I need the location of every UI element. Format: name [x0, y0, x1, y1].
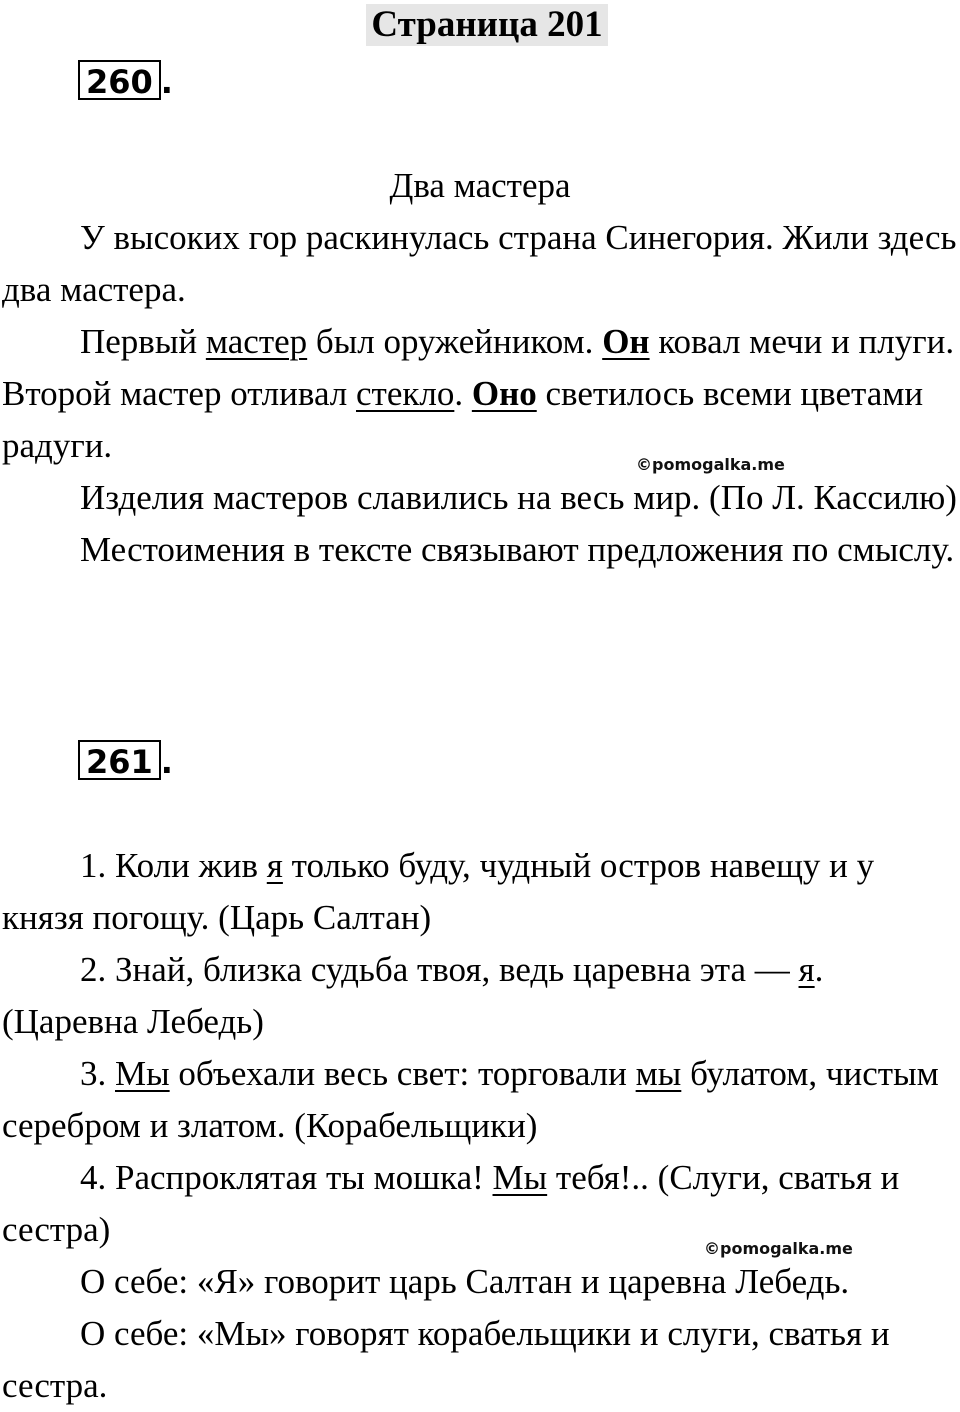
text-fragment: 4. Распроклятая ты мошка!: [80, 1158, 493, 1197]
pronoun-on: Он: [602, 322, 650, 361]
conclusion-2: О себе: «Мы» говорят корабельщики и слуги, сватья и сестра.: [2, 1314, 890, 1405]
underlined-word-master: мастер: [205, 322, 308, 361]
task-number-dot: .: [160, 743, 173, 781]
underlined-pronoun: мы: [635, 1054, 682, 1093]
paragraph-3: Изделия мастеров славились на весь мир. (По Л. Кассилю): [80, 478, 957, 517]
paragraph-4: Местоимения в тексте связывают предложения по смыслу.: [80, 530, 955, 569]
paragraph-2: [2, 316, 958, 472]
task-number-dot: .: [160, 63, 173, 101]
task-number-260: [78, 60, 173, 102]
text-fragment: . (Царевна Лебедь): [2, 950, 824, 1041]
task-number-box: 260: [78, 60, 161, 100]
text-fragment: только буду, чудный остров навещу и у князя погощу. (Царь Салтан): [2, 846, 875, 937]
text-fragment: Первый: [80, 322, 206, 361]
text-title: Два мастера: [389, 166, 571, 205]
underlined-pronoun: я: [266, 846, 283, 885]
page-title: Страница 201: [366, 4, 608, 46]
underlined-word-steklo: стекло: [356, 374, 455, 413]
text-fragment: 3.: [80, 1054, 115, 1093]
text-fragment: был оружейником.: [307, 322, 603, 361]
text-fragment: светилось всеми цветами радуги.: [2, 374, 924, 465]
text-fragment: тебя!.. (Слуги, сватья и сестра): [2, 1158, 900, 1249]
text-fragment: .: [454, 374, 472, 413]
underlined-pronoun: Мы: [492, 1158, 548, 1197]
text-fragment: ковал мечи и плуги. Второй мастер отливал: [2, 322, 955, 413]
paragraph-1: У высоких гор раскинулась страна Синегория. Жили здесь два мастера.: [2, 218, 957, 309]
sentence-2: [2, 944, 958, 1048]
task-261-text: [2, 840, 958, 1412]
watermark: ©pomogalka.me: [704, 1239, 853, 1258]
task-number-box: 261: [78, 740, 161, 780]
underlined-pronoun: Мы: [115, 1054, 170, 1093]
text-fragment: булатом, чистым серебром и златом. (Корабельщики): [2, 1054, 939, 1145]
conclusion-1: О себе: «Я» говорит царь Салтан и царевна Лебедь.: [80, 1262, 850, 1301]
task-260-text: [2, 160, 958, 576]
text-fragment: 1. Коли жив: [80, 846, 267, 885]
pronoun-ono: Оно: [471, 374, 537, 413]
task-number-261: [78, 740, 173, 782]
text-fragment: 2. Знай, близка судьба твоя, ведь царевна эта —: [80, 950, 799, 989]
sentence-3: [2, 1048, 958, 1152]
watermark: ©pomogalka.me: [636, 455, 785, 474]
text-fragment: объехали весь свет: торговали: [169, 1054, 636, 1093]
underlined-pronoun: я: [798, 950, 815, 989]
sentence-1: [2, 840, 958, 944]
